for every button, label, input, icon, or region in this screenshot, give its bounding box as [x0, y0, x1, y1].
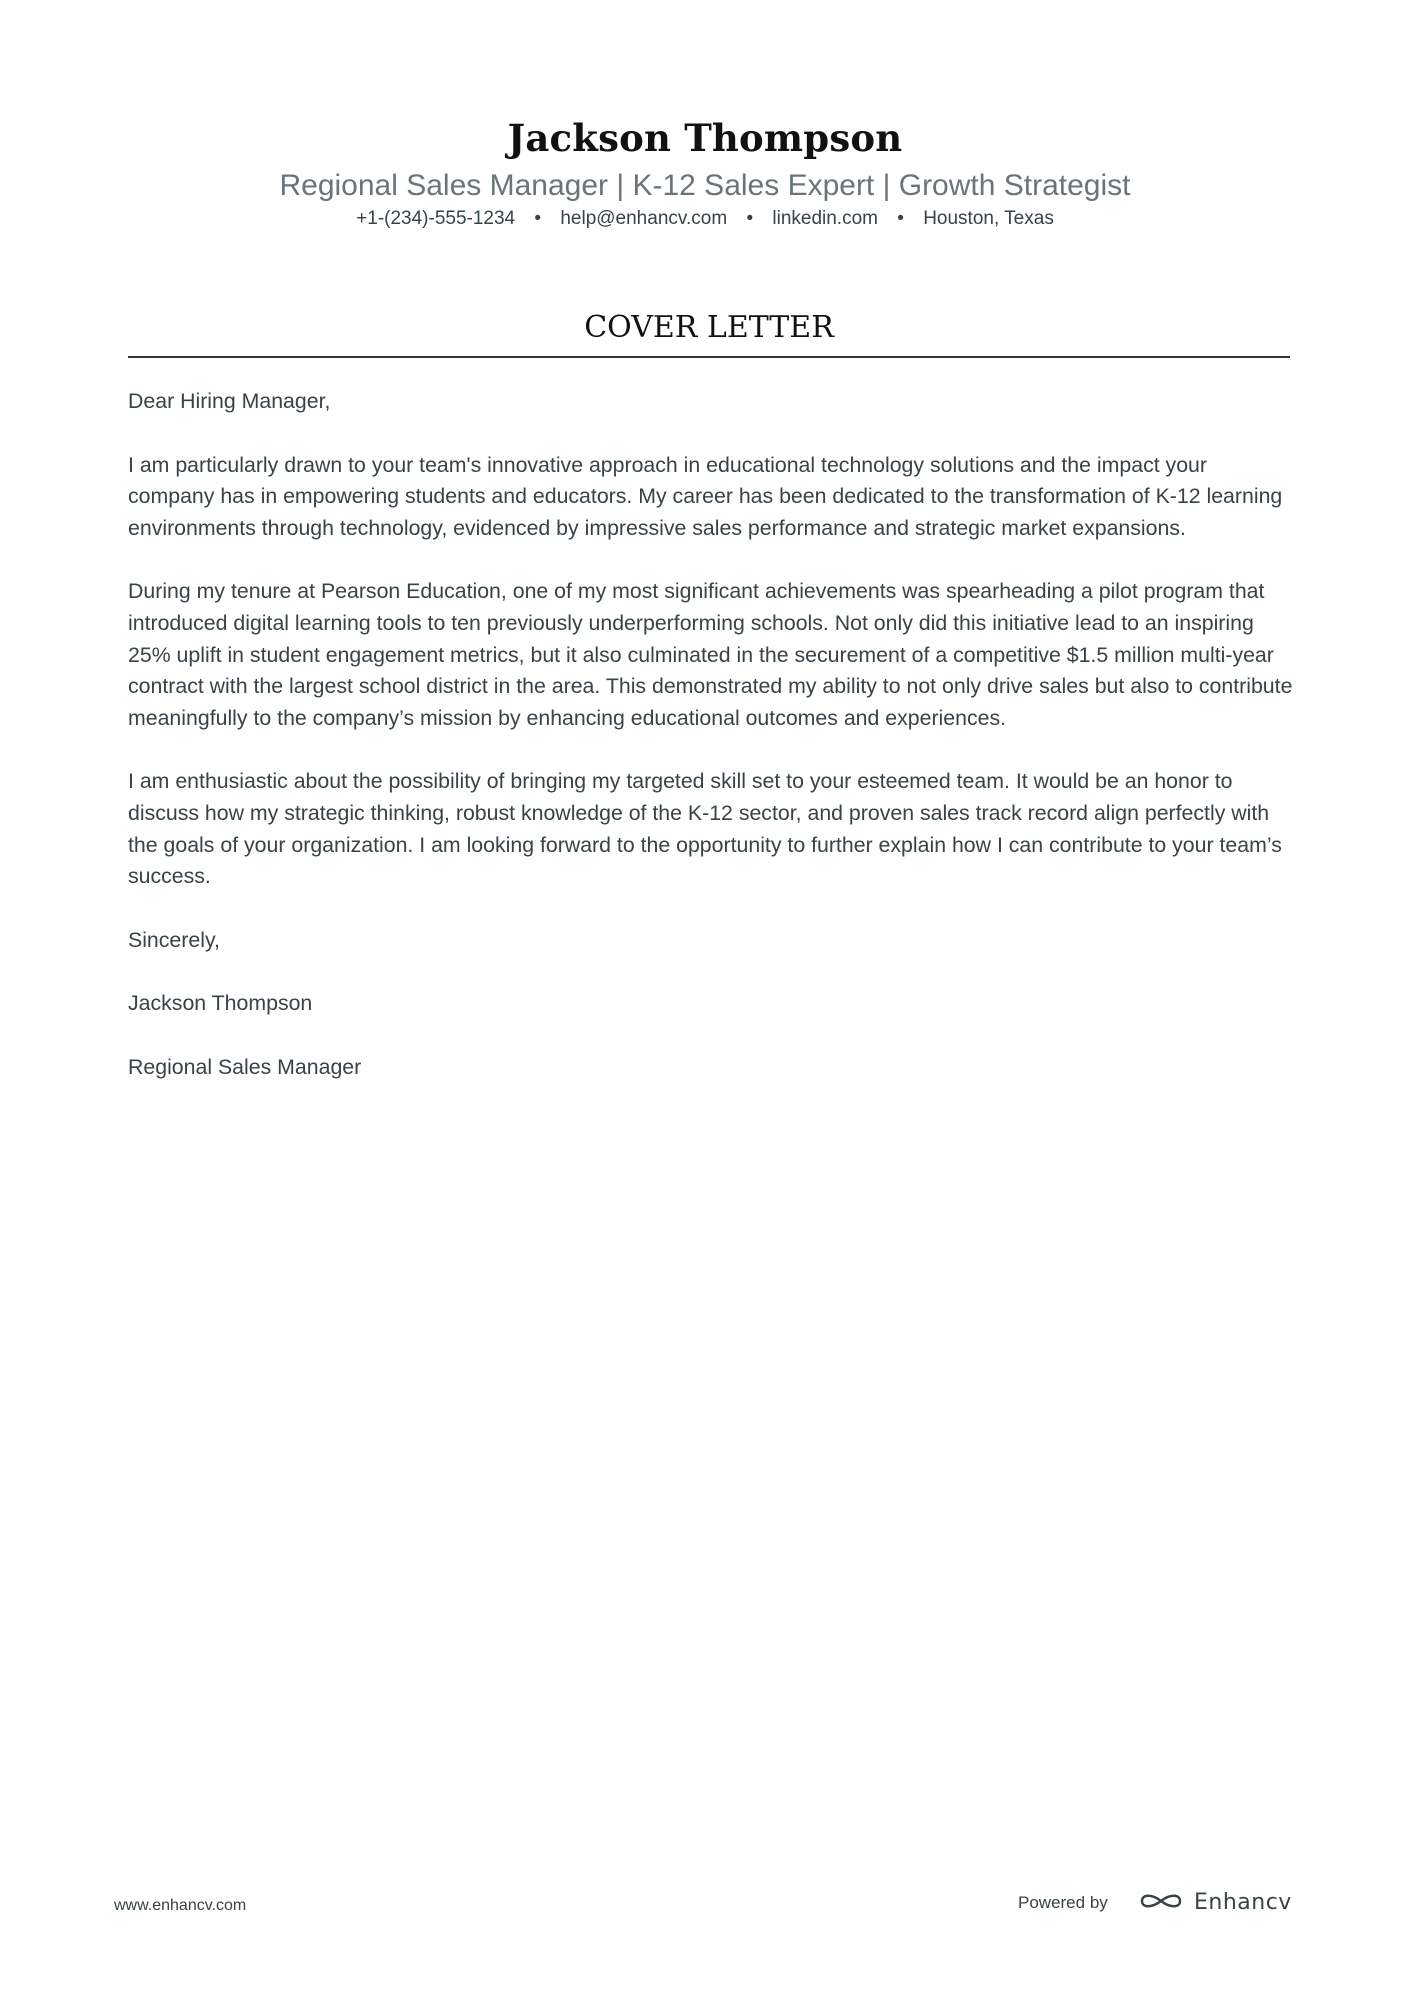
section-divider [128, 356, 1290, 358]
contact-separator: • [897, 208, 904, 229]
letter-paragraph: I am particularly drawn to your team's innovative approach in educational technology solutions and the impact your company has in empowering students and educators. My career has been dedicated to the transformation of K-12 learning environments through technology, evidenced by impressive sales performance and strategic market expansions. [128, 452, 1283, 540]
candidate-headline: Regional Sales Manager | K-12 Sales Expert | Growth Strategist [279, 169, 1131, 202]
section-title: COVER LETTER [584, 310, 834, 345]
contact-linkedin[interactable]: linkedin.com [772, 208, 878, 229]
enhancv-brand[interactable] [1138, 1888, 1292, 1918]
contact-email[interactable]: help@enhancv.com [560, 208, 728, 229]
resume-header [0, 112, 1410, 231]
powered-by-label: Powered by [1018, 1893, 1108, 1912]
letter-closing: Sincerely, [128, 927, 220, 952]
letter-paragraph: During my tenure at Pearson Education, one of my most significant achievements was spearheading a pilot program that introduced digital learning tools to ten previously underperforming schools. Not only did this initiative lead to an inspiring 25% uplift in student engagement metrics, but it also culminated in the securement of a competitive $1.5 million multi-year contract with the largest school district in the area. This demonstrated my ability to not only drive sales but also to contribute meaningfully to the company’s mission by enhancing educational outcomes and experiences. [128, 579, 1293, 730]
enhancv-logo-icon [1138, 1889, 1184, 1918]
letter-body [128, 386, 1293, 1116]
footer-website-link[interactable]: www.enhancv.com [114, 1897, 247, 1914]
signature-title: Regional Sales Manager [128, 1054, 362, 1079]
contact-location: Houston, Texas [923, 208, 1054, 229]
letter-paragraph: I am enthusiastic about the possibility of bringing my targeted skill set to your esteemed team. It would be an honor to discuss how my strategic thinking, robust knowledge of the K-12 sector, and proven sales track record align perfectly with the goals of your organization. I am looking forward to the opportunity to further explain how I can contribute to your team’s success. [128, 769, 1282, 889]
contact-line [0, 207, 1410, 231]
letter-salutation: Dear Hiring Manager, [128, 389, 331, 413]
signature-name: Jackson Thompson [128, 991, 313, 1016]
contact-separator: • [534, 208, 542, 229]
enhancv-brand-name: Enhancv [1194, 1890, 1292, 1915]
contact-phone[interactable]: +1-(234)-555-1234 [356, 208, 516, 229]
contact-separator: • [746, 208, 754, 229]
candidate-name: Jackson Thompson [507, 116, 903, 160]
